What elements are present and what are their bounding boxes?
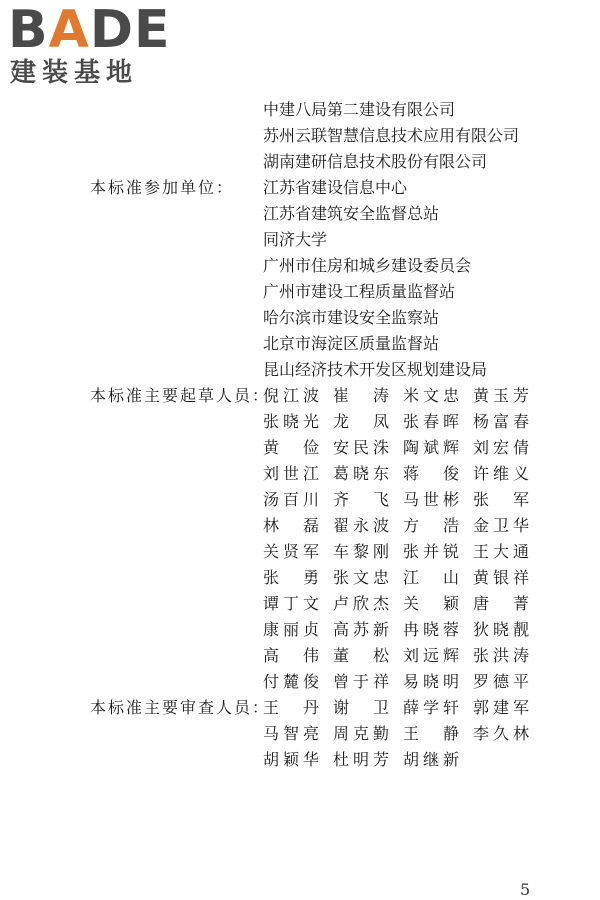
person-name: 狄晓靓: [473, 620, 529, 639]
unit-name: 同济大学: [263, 230, 328, 249]
person-name: 黄俭: [263, 438, 319, 457]
person-name: 黄银祥: [473, 568, 529, 587]
drafter-row: [0, 539, 600, 565]
unit-name: 北京市海淀区质量监督站: [263, 334, 440, 353]
person-name: 马智亮: [263, 724, 319, 743]
drafter-row: [0, 565, 600, 591]
person-name: 卢欣杰: [333, 594, 389, 613]
person-name: 米文忠: [403, 386, 459, 405]
person-name: 龙凤: [333, 412, 389, 431]
unit-name: 湖南建研信息技术股份有限公司: [263, 152, 488, 171]
person-name: 张晓光: [263, 412, 319, 431]
reviewer-row: [0, 721, 600, 747]
person-name: 陶斌辉: [403, 438, 459, 457]
unit-name: 中建八局第二建设有限公司: [263, 100, 456, 119]
person-name: 蒋俊: [403, 464, 459, 483]
person-name: 翟永波: [333, 516, 389, 535]
person-name: 金卫华: [473, 516, 529, 535]
top-unit-row: [0, 123, 600, 149]
person-name: 胡继新: [403, 750, 459, 769]
unit-name: 江苏省建筑安全监督总站: [263, 204, 440, 223]
person-name: 谢卫: [333, 698, 389, 717]
person-name: 董松: [333, 646, 389, 665]
person-name: 安民洙: [333, 438, 389, 457]
person-name: 谭丁文: [263, 594, 319, 613]
logo-subtitle: 建装基地: [10, 58, 139, 88]
unit-name: 昆山经济技术开发区规划建设局: [263, 360, 488, 379]
participating-label: 本标准参加单位：: [90, 178, 235, 197]
person-name: 王大通: [473, 542, 529, 561]
reviewer-row: [0, 695, 600, 721]
unit-name: 哈尔滨市建设安全监察站: [263, 308, 440, 327]
drafter-row: [0, 643, 600, 669]
bade-logo: [8, 2, 178, 92]
person-name: 许维义: [473, 464, 529, 483]
person-name: 刘远辉: [403, 646, 459, 665]
person-name: 康丽贞: [263, 620, 319, 639]
drafter-row: [0, 487, 600, 513]
person-name: 杨富春: [473, 412, 529, 431]
person-name: 张文忠: [333, 568, 389, 587]
drafter-row: [0, 435, 600, 461]
participating-unit-row: [0, 227, 600, 253]
person-name: 马世彬: [403, 490, 459, 509]
person-name: 胡颖华: [263, 750, 319, 769]
participating-unit-row: [0, 305, 600, 331]
person-name: 江山: [403, 568, 459, 587]
drafters-label: 本标准主要起草人员：: [90, 386, 271, 405]
person-name: 付麓俊: [263, 672, 319, 691]
person-name: 郭建军: [473, 698, 529, 717]
person-name: 葛晓东: [333, 464, 389, 483]
person-name: 张春晖: [403, 412, 459, 431]
person-name: 汤百川: [263, 490, 319, 509]
person-name: 罗德平: [473, 672, 529, 691]
reviewers-label: 本标准主要审查人员：: [90, 698, 271, 717]
drafter-row: [0, 383, 600, 409]
person-name: 关贤军: [263, 542, 319, 561]
person-name: 王丹: [263, 698, 319, 717]
person-name: 曾于祥: [333, 672, 389, 691]
drafter-row: [0, 513, 600, 539]
participating-unit-row: [0, 331, 600, 357]
page-number: 5: [520, 880, 531, 899]
drafter-row: [0, 409, 600, 435]
person-name: 林磊: [263, 516, 319, 535]
participating-unit-row: [0, 357, 600, 383]
person-name: 倪江波: [263, 386, 319, 405]
participating-unit-row: [0, 279, 600, 305]
top-unit-row: [0, 97, 600, 123]
person-name: 张勇: [263, 568, 319, 587]
person-name: 张洪涛: [473, 646, 529, 665]
person-name: 崔涛: [333, 386, 389, 405]
person-name: 关颖: [403, 594, 459, 613]
person-name: 齐飞: [333, 490, 389, 509]
person-name: 唐菁: [473, 594, 529, 613]
person-name: 王静: [403, 724, 459, 743]
participating-unit-row: [0, 253, 600, 279]
logo-wordmark: BADE: [8, 0, 171, 60]
drafter-row: [0, 669, 600, 695]
reviewer-row: [0, 747, 600, 773]
unit-name: 江苏省建设信息中心: [263, 178, 408, 197]
person-name: 薛学轩: [403, 698, 459, 717]
person-name: 车黎刚: [333, 542, 389, 561]
person-name: 周克勤: [333, 724, 389, 743]
person-name: 高苏新: [333, 620, 389, 639]
person-name: 张并锐: [403, 542, 459, 561]
unit-name: 广州市建设工程质量监督站: [263, 282, 456, 301]
unit-name: 广州市住房和城乡建设委员会: [263, 256, 472, 275]
drafter-row: [0, 591, 600, 617]
participating-unit-row: [0, 201, 600, 227]
person-name: 方浩: [403, 516, 459, 535]
drafter-row: [0, 461, 600, 487]
person-name: 杜明芳: [333, 750, 389, 769]
person-name: 李久林: [473, 724, 529, 743]
top-unit-row: [0, 149, 600, 175]
person-name: 刘宏倩: [473, 438, 529, 457]
person-name: 高伟: [263, 646, 319, 665]
drafter-row: [0, 617, 600, 643]
unit-name: 苏州云联智慧信息技术应用有限公司: [263, 126, 520, 145]
person-name: 刘世江: [263, 464, 319, 483]
person-name: 张军: [473, 490, 529, 509]
person-name: 黄玉芳: [473, 386, 529, 405]
person-name: 冉晓蓉: [403, 620, 459, 639]
document-body: [0, 97, 600, 773]
person-name: 易晓明: [403, 672, 459, 691]
participating-unit-row: [0, 175, 600, 201]
